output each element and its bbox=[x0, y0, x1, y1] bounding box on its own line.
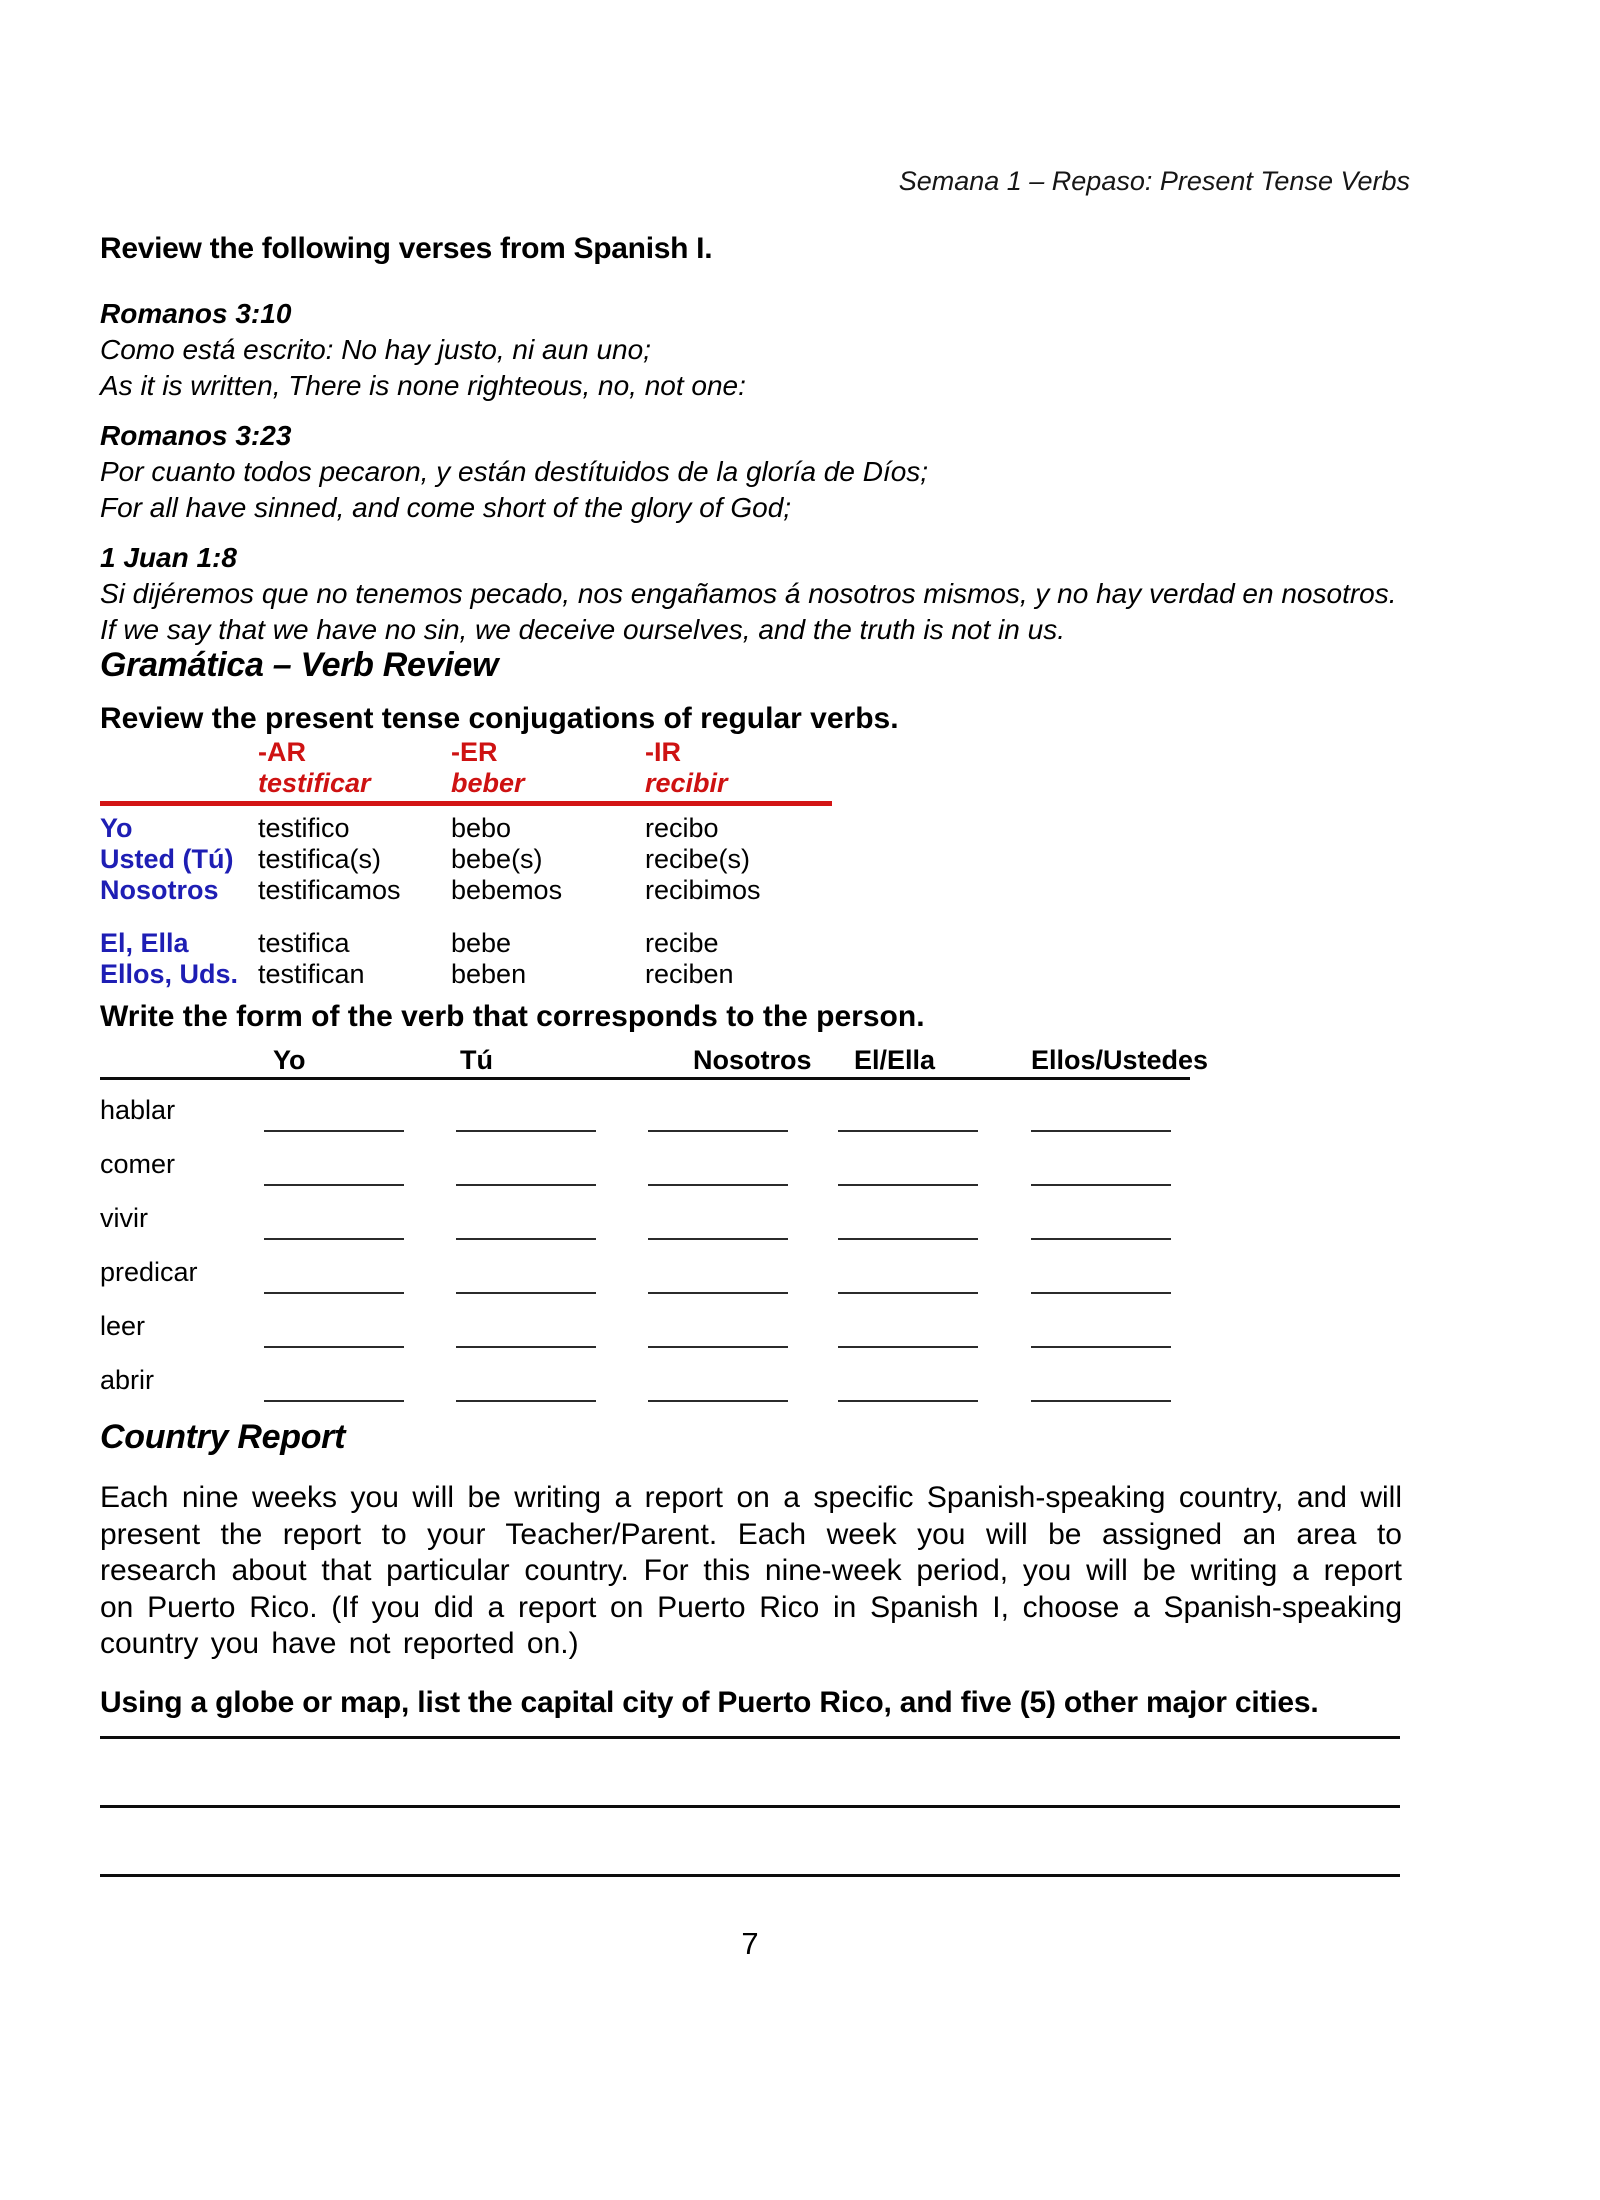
blank-line bbox=[264, 1360, 404, 1402]
blank-line bbox=[456, 1090, 596, 1132]
verb-form: recibimos bbox=[645, 875, 761, 905]
verb-form: recibe(s) bbox=[645, 844, 751, 874]
ending-header: -ER bbox=[451, 737, 498, 767]
blank-line bbox=[264, 1306, 404, 1348]
verb-form: testifica(s) bbox=[258, 844, 382, 874]
column-header: Tú bbox=[460, 1045, 493, 1075]
blank-line bbox=[838, 1198, 978, 1240]
verb-form: recibo bbox=[645, 813, 719, 843]
blank-line bbox=[838, 1306, 978, 1348]
person-label: Nosotros bbox=[100, 875, 219, 905]
blank-line bbox=[456, 1198, 596, 1240]
verse-block bbox=[100, 540, 1412, 648]
blank-line bbox=[264, 1252, 404, 1294]
spacer-cell bbox=[100, 1045, 264, 1075]
blank-line bbox=[456, 1306, 596, 1348]
blank-line bbox=[1031, 1144, 1171, 1186]
verb-form: bebe bbox=[451, 928, 512, 958]
table-row bbox=[100, 1078, 1190, 1132]
verse-reference: Romanos 3:23 bbox=[100, 420, 292, 451]
blank-line bbox=[1031, 1252, 1171, 1294]
verb-form: testifican bbox=[258, 959, 365, 989]
red-divider-rule bbox=[100, 801, 832, 806]
page-header: Semana 1 – Repaso: Present Tense Verbs bbox=[898, 166, 1410, 196]
column-header: Yo bbox=[273, 1045, 306, 1075]
verb-label: hablar bbox=[100, 1095, 176, 1125]
answer-line bbox=[100, 1736, 1400, 1739]
table-row-gap bbox=[100, 906, 830, 928]
verse-block bbox=[100, 418, 1412, 526]
infinitive-header: testificar bbox=[258, 768, 371, 798]
verb-form: testificamos bbox=[258, 875, 401, 905]
verse-spanish: Si dijéremos que no tenemos pecado, nos engañamos á nosotros mismos, y no hay verdad en nosotros. bbox=[100, 578, 1397, 609]
verse-english: For all have sinned, and come short of the glory of God; bbox=[100, 492, 792, 523]
ending-header: -IR bbox=[645, 737, 681, 767]
blank-line bbox=[648, 1090, 788, 1132]
infinitive-header: beber bbox=[451, 768, 525, 798]
verse-block bbox=[100, 296, 1412, 404]
blank-line bbox=[648, 1360, 788, 1402]
verb-form: bebemos bbox=[451, 875, 563, 905]
column-header: Nosotros bbox=[693, 1045, 812, 1075]
blank-line bbox=[1031, 1090, 1171, 1132]
conjugation-header bbox=[100, 737, 832, 799]
answer-line bbox=[100, 1805, 1400, 1808]
blank-line bbox=[264, 1144, 404, 1186]
verses-section-heading: Review the following verses from Spanish I. bbox=[100, 232, 713, 265]
verb-form: beben bbox=[451, 959, 527, 989]
verb-label: vivir bbox=[100, 1203, 148, 1233]
column-header: Ellos/Ustedes bbox=[1031, 1045, 1209, 1075]
table-row bbox=[100, 1186, 1190, 1240]
blank-line bbox=[1031, 1198, 1171, 1240]
blank-line bbox=[648, 1144, 788, 1186]
blank-line bbox=[648, 1306, 788, 1348]
page-number: 7 bbox=[741, 1926, 759, 1961]
blank-line bbox=[838, 1090, 978, 1132]
person-label: Usted (Tú) bbox=[100, 844, 234, 874]
verb-label: predicar bbox=[100, 1257, 198, 1287]
verse-english: If we say that we have no sin, we deceive ourselves, and the truth is not in us. bbox=[100, 614, 1065, 645]
blank-line bbox=[456, 1144, 596, 1186]
blank-line bbox=[264, 1090, 404, 1132]
country-report-paragraph: Each nine weeks you will be writing a report on a specific Spanish-speaking country, and will present the report to your Teacher/Parent. Each week you will be assigned an area to research about that particular country. For this nine-week period, you will be writing a report on Puerto Rico. (If you did a report on Puerto Rico in Spanish I, choose a Spanish-speaking country you have not reported on.) bbox=[100, 1481, 1402, 1660]
table-row bbox=[100, 1132, 1190, 1186]
infinitive-header: recibir bbox=[645, 768, 728, 798]
practice-section-heading: Write the form of the verb that corresponds to the person. bbox=[100, 1000, 925, 1033]
blank-line bbox=[1031, 1360, 1171, 1402]
instruction-text: Using a globe or map, list the capital city of Puerto Rico, and five (5) other major cities. bbox=[100, 1686, 1319, 1719]
blank-line bbox=[648, 1198, 788, 1240]
verse-spanish: Por cuanto todos pecaron, y están destítuidos de la gloría de Díos; bbox=[100, 456, 929, 487]
ending-header: -AR bbox=[258, 737, 306, 767]
verse-english: As it is written, There is none righteous, no, not one: bbox=[100, 370, 746, 401]
grammar-subheading: Review the present tense conjugations of regular verbs. bbox=[100, 702, 899, 735]
verses-block bbox=[100, 296, 1412, 662]
blank-line bbox=[838, 1360, 978, 1402]
verb-form: reciben bbox=[645, 959, 734, 989]
person-label: Ellos, Uds. bbox=[100, 959, 239, 989]
verb-form: recibe bbox=[645, 928, 719, 958]
spacer-cell bbox=[100, 737, 258, 768]
person-label: El, Ella bbox=[100, 928, 189, 958]
verb-label: comer bbox=[100, 1149, 176, 1179]
verb-label: abrir bbox=[100, 1365, 155, 1395]
blank-line bbox=[648, 1252, 788, 1294]
verse-reference: Romanos 3:10 bbox=[100, 298, 292, 329]
verb-form: testifico bbox=[258, 813, 350, 843]
answer-line bbox=[100, 1874, 1400, 1877]
verb-form: bebe(s) bbox=[451, 844, 543, 874]
person-label: Yo bbox=[100, 813, 133, 843]
column-header: El/Ella bbox=[854, 1045, 936, 1075]
table-row bbox=[100, 1240, 1190, 1294]
verse-spanish: Como está escrito: No hay justo, ni aun uno; bbox=[100, 334, 651, 365]
blank-line bbox=[838, 1252, 978, 1294]
blank-line bbox=[1031, 1306, 1171, 1348]
spacer-cell bbox=[100, 768, 258, 799]
blank-line bbox=[456, 1252, 596, 1294]
table-row bbox=[100, 1294, 1190, 1348]
verb-form: bebo bbox=[451, 813, 512, 843]
conjugation-body bbox=[100, 813, 832, 990]
conjugation-table bbox=[100, 737, 832, 990]
blank-line bbox=[456, 1360, 596, 1402]
country-report-heading: Country Report bbox=[100, 1418, 346, 1456]
verb-label: leer bbox=[100, 1311, 146, 1341]
practice-table-body bbox=[100, 1078, 1190, 1402]
verse-reference: 1 Juan 1:8 bbox=[100, 542, 237, 573]
table-row bbox=[100, 1348, 1190, 1402]
verb-form: testifica bbox=[258, 928, 350, 958]
blank-line bbox=[264, 1198, 404, 1240]
blank-line bbox=[838, 1144, 978, 1186]
grammar-section-heading: Gramática – Verb Review bbox=[100, 646, 499, 684]
practice-table-header bbox=[100, 1045, 1209, 1080]
